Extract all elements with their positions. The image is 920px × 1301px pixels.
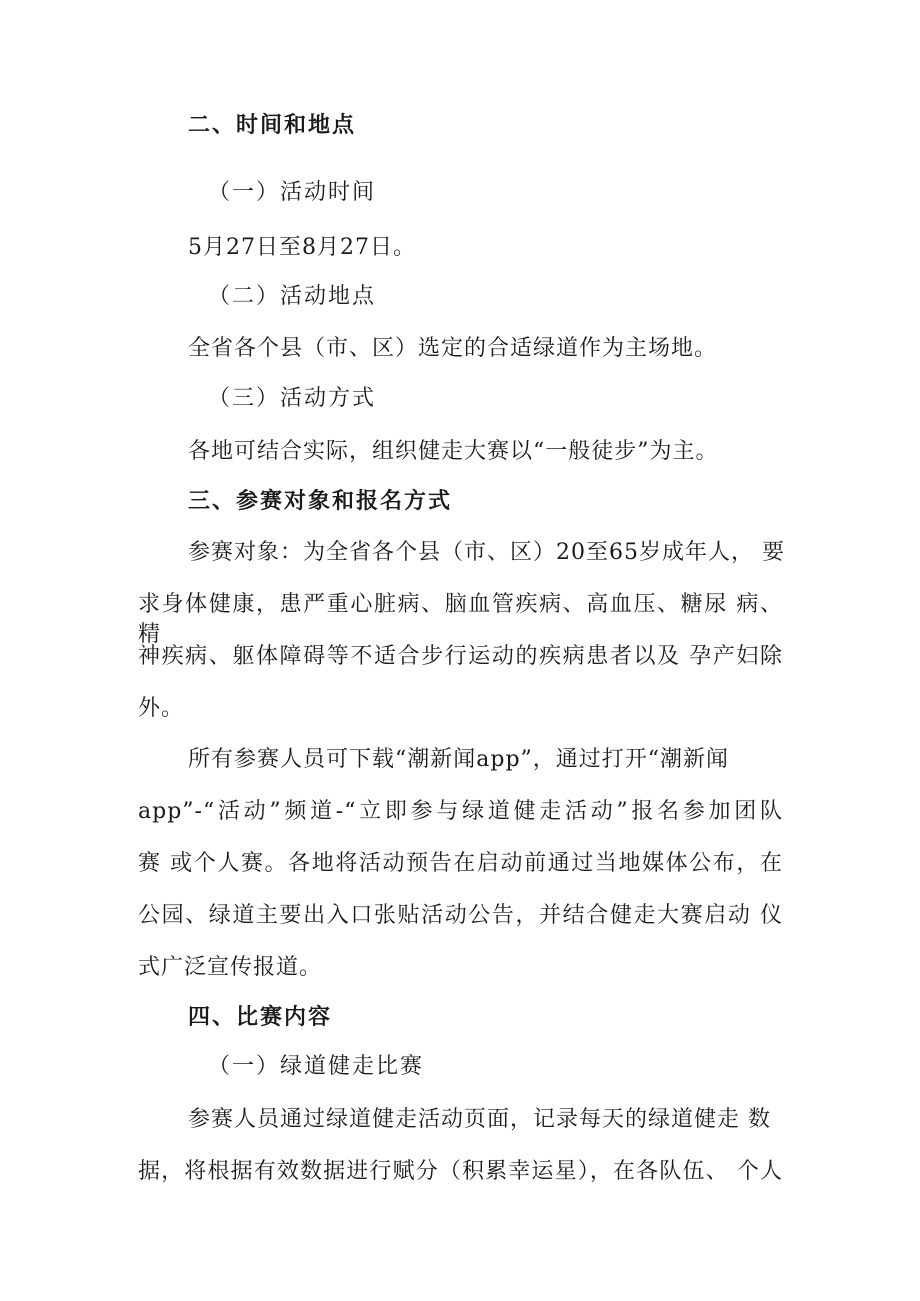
paragraph-participants-line-1: 参赛对象：为全省各个县（市、区）20至65岁成年人， 要 — [188, 540, 785, 565]
subsection-heading-activity-place: （二）活动地点 — [208, 284, 377, 309]
paragraph-registration-line-5: 式广泛宣传报道。 — [138, 955, 323, 980]
subsection-heading-activity-time: （一）活动时间 — [208, 180, 377, 205]
paragraph-registration-line-2: app”-“活动”频道-“立即参与绿道健走活动”报名参加团队 — [138, 799, 783, 824]
paragraph-participants-line-2: 求身体健康，患严重心脏病、脑血管疾病、高血压、糖尿 病、精 — [138, 592, 783, 647]
section-heading-participants: 三、参赛对象和报名方式 — [188, 488, 453, 514]
paragraph-contest-line-1: 参赛人员通过绿道健走活动页面，记录每天的绿道健走 数 — [188, 1107, 771, 1132]
paragraph-dates: 5月27日至8月27日。 — [188, 235, 416, 260]
section-heading-time-place: 二、时间和地点 — [188, 112, 357, 138]
paragraph-registration-line-1: 所有参赛人员可下载“潮新闻app”，通过打开“潮新闻 — [188, 747, 730, 772]
paragraph-participants-line-4: 外。 — [138, 696, 185, 721]
paragraph-contest-line-2: 据，将根据有效数据进行赋分（积累幸运星），在各队伍、 个人 — [138, 1159, 783, 1184]
paragraph-venue: 全省各个县（市、区）选定的合适绿道作为主场地。 — [188, 336, 718, 361]
paragraph-participants-line-3: 神疾病、躯体障碍等不适合步行运动的疾病患者以及 孕产妇除 — [138, 644, 783, 669]
section-heading-contest: 四、比赛内容 — [188, 1004, 333, 1030]
paragraph-method: 各地可结合实际，组织健走大赛以“一般徒步”为主。 — [188, 439, 719, 464]
subsection-heading-activity-method: （三）活动方式 — [208, 386, 377, 411]
paragraph-registration-line-3: 赛 或个人赛。各地将活动预告在启动前通过当地媒体公布，在 — [138, 851, 783, 876]
subsection-heading-greenway-walk: （一）绿道健走比赛 — [208, 1054, 425, 1079]
paragraph-registration-line-4: 公园、绿道主要出入口张贴活动公告，并结合健走大赛启动 仪 — [138, 903, 783, 928]
